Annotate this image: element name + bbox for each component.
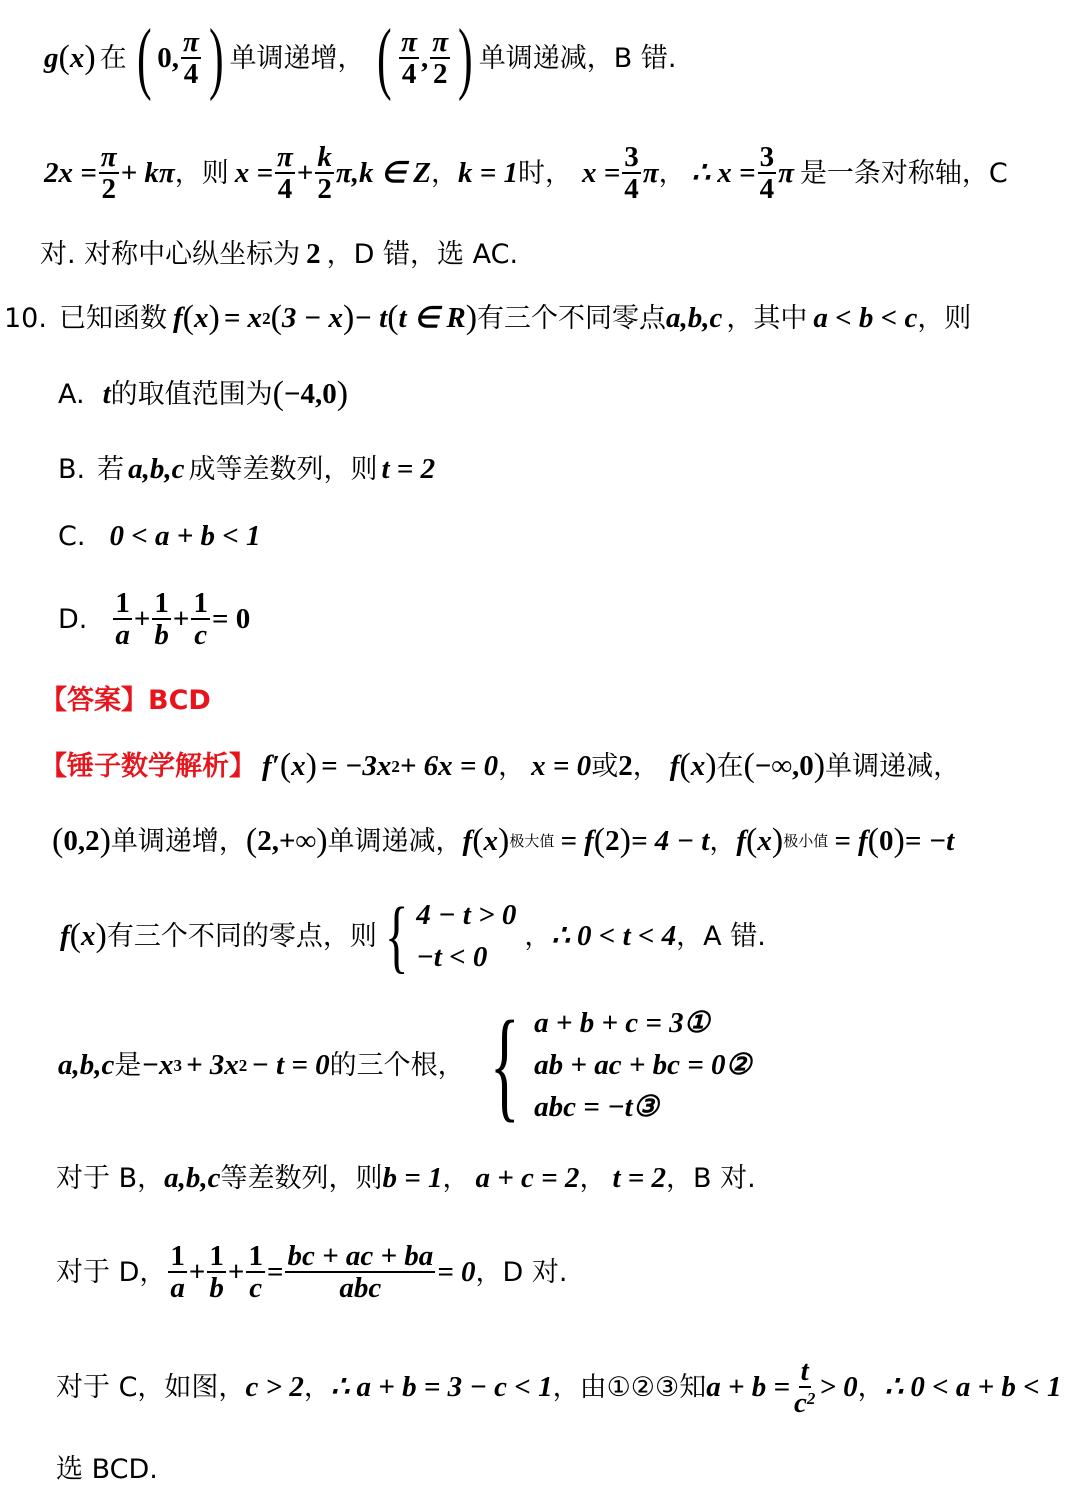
option-c (58, 518, 261, 554)
option-c-label: C. (58, 520, 86, 552)
text-inc-a2: 单调递增， (110, 825, 246, 857)
pi-over-4: $\frac{\pi}{4}$ (183, 25, 199, 90)
q3o: ( (472, 822, 484, 859)
text-d-right: ，D 对. (475, 1256, 568, 1288)
vieta-2: ab + ac + bc = 0② (534, 1048, 752, 1081)
big-paren-close: ) (208, 14, 224, 102)
frac-1-a: $\frac{1}{a}$ (115, 586, 130, 651)
comma: , (421, 41, 429, 74)
p2o: ( (679, 747, 691, 784)
eq-x2: x = (581, 156, 621, 189)
label-max: 极大值 (509, 831, 555, 850)
comma-b1: ， (442, 1162, 470, 1194)
plus: + (296, 156, 314, 189)
q1c: ) (99, 822, 111, 859)
x-var: x (69, 41, 85, 74)
x-a3: x (81, 919, 96, 952)
q4o: ( (593, 822, 606, 859)
plus-d2: + (227, 1255, 245, 1288)
f-symbol: f (172, 301, 183, 334)
line-monotonic-g (44, 14, 677, 102)
text-dec-a2: 单调递减， (327, 825, 463, 857)
final-choice: 选 BCD. (56, 1454, 158, 1485)
p2c: ) (705, 747, 717, 784)
abc-roots: a,b,c (58, 1048, 115, 1081)
frac-1-c: $\frac{1}{c}$ (193, 586, 208, 651)
q1o: ( (52, 822, 64, 859)
paren-open: ( (58, 39, 70, 76)
comma-c2: ， (857, 1371, 885, 1403)
p1o: ( (279, 747, 292, 784)
f-sym-a1: f (669, 749, 680, 782)
q5c: ) (771, 822, 784, 859)
abc-b: a,b,c (164, 1161, 221, 1194)
eq-minus-t: − t (354, 301, 388, 334)
cubic-1: −x (141, 1048, 174, 1081)
frac-1-b: $\frac{1}{b}$ (154, 586, 169, 651)
eq-f: = f (560, 824, 594, 857)
interval1-start: 0, (157, 41, 180, 74)
big-paren-open: ( (136, 14, 152, 102)
comma-b2: ， (579, 1162, 607, 1194)
line-symmetry-center (40, 240, 518, 269)
condition-system (377, 890, 517, 981)
paren-c: ) (208, 299, 220, 336)
paren-c3: ) (465, 299, 478, 336)
text-where: ，其中 (726, 302, 808, 334)
vieta-3: abc = −t③ (534, 1091, 659, 1124)
analysis-line-7 (56, 1352, 1061, 1422)
cond-2: −t < 0 (416, 941, 488, 973)
eq-kpi: + kπ (120, 156, 175, 189)
g-symbol: g (44, 41, 59, 74)
option-a-text: 的取值范围为 (110, 378, 273, 410)
option-a-label: A. (58, 378, 85, 410)
x-var-q: x (193, 301, 209, 334)
deriv-sq: 2 (391, 756, 400, 776)
q5o: ( (746, 822, 758, 859)
abc-vars: a,b,c (666, 301, 723, 334)
comma-a4: ， (524, 920, 552, 952)
paren-o2: ( (270, 299, 282, 336)
q2o: ( (245, 822, 258, 859)
analysis-line-3 (60, 890, 766, 981)
text-three-zeros-a: 有三个不同的零点，则 (106, 920, 377, 952)
order-abc: a < b < c (813, 301, 918, 334)
eq-x-squared: = x (223, 301, 263, 334)
text-for-d: 对于 D， (56, 1256, 167, 1288)
option-b-abc: a,b,c (128, 452, 185, 485)
eq-3-minus-x: 3 − x (281, 301, 343, 334)
text-symmetry-center: 对. 对称中心纵坐标为 (40, 239, 301, 270)
a-plus-c: a + c = 2 (475, 1161, 580, 1194)
comma-c1: ， (303, 1371, 331, 1403)
vieta-system (475, 995, 752, 1133)
cond-1: 4 − t > 0 (416, 898, 517, 931)
option-a-t: t (102, 377, 111, 410)
text-dec-a1: 单调递减， (825, 750, 961, 782)
comma-a3: ， (709, 825, 737, 857)
cubic-3: − t = 0 (251, 1048, 330, 1081)
x2: x (690, 749, 706, 782)
comma-a1: ， (498, 750, 526, 782)
pi-over-2: $\frac{\pi}{2}$ (432, 25, 449, 90)
analysis-line-1 (40, 745, 960, 787)
c-gt-2: c > 2 (245, 1370, 304, 1403)
text-when: 时， (517, 157, 572, 189)
question-number: 10. (4, 302, 47, 334)
p3c: ) (813, 747, 826, 784)
result-t: ∴ 0 < t < 4 (551, 919, 677, 952)
label-min: 极小值 (783, 831, 829, 850)
sol-x0: x = 0 (531, 749, 592, 782)
paren-o3: ( (387, 299, 399, 336)
text-on: 在 (99, 42, 127, 74)
text-arith: 等差数列，则 (220, 1162, 383, 1194)
comma-a2: ， (632, 750, 660, 782)
eq-sign: = (266, 1255, 284, 1288)
eq-0: = 0 (437, 1255, 476, 1288)
pi-over-4b: $\frac{\pi}{4}$ (401, 25, 418, 90)
left-brace-2: { (489, 995, 520, 1133)
answer-tag: 【答案】 (40, 685, 148, 716)
analysis-line-2 (52, 816, 954, 866)
ab-lt-1: ∴ a + b = 3 − c < 1 (330, 1370, 553, 1403)
deriv-eq2: + 6x = 0 (399, 749, 499, 782)
analysis-line-6 (56, 1238, 568, 1306)
text-b-right: ，B 对. (666, 1162, 756, 1194)
paren-c2: ) (342, 299, 355, 336)
paren-o: ( (182, 299, 194, 336)
plus-d1: + (188, 1255, 206, 1288)
text-for-c: 对于 C，如图， (56, 1371, 246, 1403)
paren-a-o: ( (272, 375, 284, 412)
x-min: x (757, 824, 772, 857)
q3c: ) (498, 822, 510, 859)
option-a (58, 374, 348, 414)
f-max: f (462, 824, 473, 857)
frac-3-4: $\frac{3}{4}$ (624, 140, 639, 205)
eq-f2: = f (834, 824, 868, 857)
result-ab: ∴ 0 < a + b < 1 (884, 1370, 1062, 1403)
text-given: 已知函数 (58, 302, 167, 334)
vieta-1: a + b + c = 3① (534, 1006, 710, 1039)
int-neg-inf-0: −∞,0 (754, 749, 814, 782)
line-symmetry-axis (44, 138, 1008, 208)
int-0-2: 0,2 (63, 824, 100, 857)
text-a-wrong: ，A 错. (676, 920, 766, 952)
frac-pi-4: $\frac{\pi}{4}$ (277, 140, 293, 205)
q6o: ( (867, 822, 879, 859)
analysis-line-5 (56, 1160, 756, 1196)
comma-2: ， (658, 157, 686, 189)
option-b-label: B. (58, 453, 86, 485)
eq-neg-t: = −t (904, 824, 955, 857)
t-eq-2: t = 2 (612, 1161, 667, 1194)
gt-0: > 0 (819, 1370, 858, 1403)
text-then: ，则 (174, 157, 229, 189)
eq-2x: 2x = (44, 156, 97, 189)
deriv-eq: = −3x (320, 749, 392, 782)
q2c: ) (316, 822, 328, 859)
value-2: 2 (306, 238, 321, 270)
option-b (58, 451, 435, 487)
eq-x: x = (234, 156, 274, 189)
r1c: ) (95, 917, 107, 954)
text-decreasing: 单调递减，B 错. (478, 42, 677, 74)
text-three-zeros: 有三个不同零点 (477, 302, 667, 334)
option-c-eq: 0 < a + b < 1 (109, 519, 261, 552)
pi-sym-2: π (778, 156, 794, 189)
q4c: ) (619, 822, 631, 859)
text-is: 是 (114, 1049, 142, 1081)
text-then-q: ，则 (917, 302, 972, 334)
text-increasing: 单调递增， (229, 42, 365, 74)
frac-pi-2: $\frac{\pi}{2}$ (100, 140, 117, 205)
p1c: ) (305, 747, 317, 784)
question-10 (4, 296, 971, 340)
frac-sum: $\frac{bc + ac + ba}{\text{abc}}$ (287, 1239, 434, 1304)
f-a3: f (60, 919, 70, 952)
text-on-a: 在 (716, 750, 744, 782)
option-b-text: 成等差数列，则 (188, 453, 378, 485)
option-d-label: D. (58, 603, 88, 635)
option-a-range: −4,0 (283, 377, 337, 410)
text-from: ，由①②③知 (552, 1371, 707, 1403)
option-d (58, 586, 250, 652)
text-d-wrong: ，D 错，选 AC. (326, 239, 519, 270)
eq-therefore-x: ∴ x = (691, 156, 756, 189)
analysis-tag: 【锤子数学解析】 (40, 750, 256, 782)
frac-1-a-2: $\frac{1}{a}$ (170, 1239, 185, 1304)
sup-2: 2 (262, 308, 271, 328)
ab-eq: a + b = (706, 1370, 791, 1403)
paren-close: ) (84, 39, 96, 76)
option-b-eq: t = 2 (381, 452, 436, 485)
paren-a-c: ) (336, 375, 349, 412)
eq-4-t: = 4 − t (630, 824, 710, 857)
x-max: x (483, 824, 499, 857)
big-paren-open-2: ( (376, 14, 392, 102)
arg-0: 0 (878, 824, 894, 857)
frac-k-2: $\frac{k}{2}$ (317, 140, 332, 205)
q6c: ) (893, 822, 905, 859)
text-three-roots: 的三个根， (329, 1049, 465, 1081)
r1o: ( (69, 917, 81, 954)
analysis-line-4 (58, 995, 752, 1133)
frac-t-c2: $\frac{t}{c^2}$ (794, 1354, 816, 1419)
p3o: ( (743, 747, 755, 784)
plus-2: + (172, 602, 190, 635)
option-d-eq: = 0 (211, 602, 251, 635)
frac-3-4b: $\frac{3}{4}$ (759, 140, 775, 205)
text-for-b: 对于 B， (56, 1162, 165, 1194)
text-axis: 是一条对称轴，C (799, 157, 1008, 189)
frac-1-c-2: $\frac{1}{c}$ (248, 1239, 263, 1304)
cube-3: 3 (173, 1055, 182, 1075)
cubic-2: + 3x (185, 1048, 239, 1081)
answer-value: BCD (148, 685, 211, 716)
arg-2: 2 (605, 824, 620, 857)
answer-line (40, 687, 211, 714)
x1: x (291, 749, 306, 782)
pi-sym: π (642, 156, 659, 189)
option-b-if: 若 (97, 453, 125, 485)
eq-t-in-R: t ∈ R (398, 301, 466, 334)
eq-kz: π,k ∈ Z (335, 156, 431, 189)
big-paren-close-2: ) (458, 14, 473, 102)
eq-k1: k = 1 (457, 156, 518, 189)
sq-2: 2 (238, 1055, 248, 1075)
frac-1-b-2: $\frac{1}{b}$ (209, 1239, 224, 1304)
sol-2: 2 (618, 749, 633, 782)
comma-1: ， (430, 157, 458, 189)
left-brace: { (384, 890, 409, 981)
b-eq-1: b = 1 (382, 1161, 443, 1194)
plus-1: + (133, 602, 151, 635)
int-2-inf: 2,+∞ (257, 824, 317, 857)
text-or: 或 (591, 750, 619, 782)
analysis-line-8 (56, 1456, 158, 1483)
f-min: f (736, 824, 747, 857)
f-prime: f′ (262, 749, 280, 782)
